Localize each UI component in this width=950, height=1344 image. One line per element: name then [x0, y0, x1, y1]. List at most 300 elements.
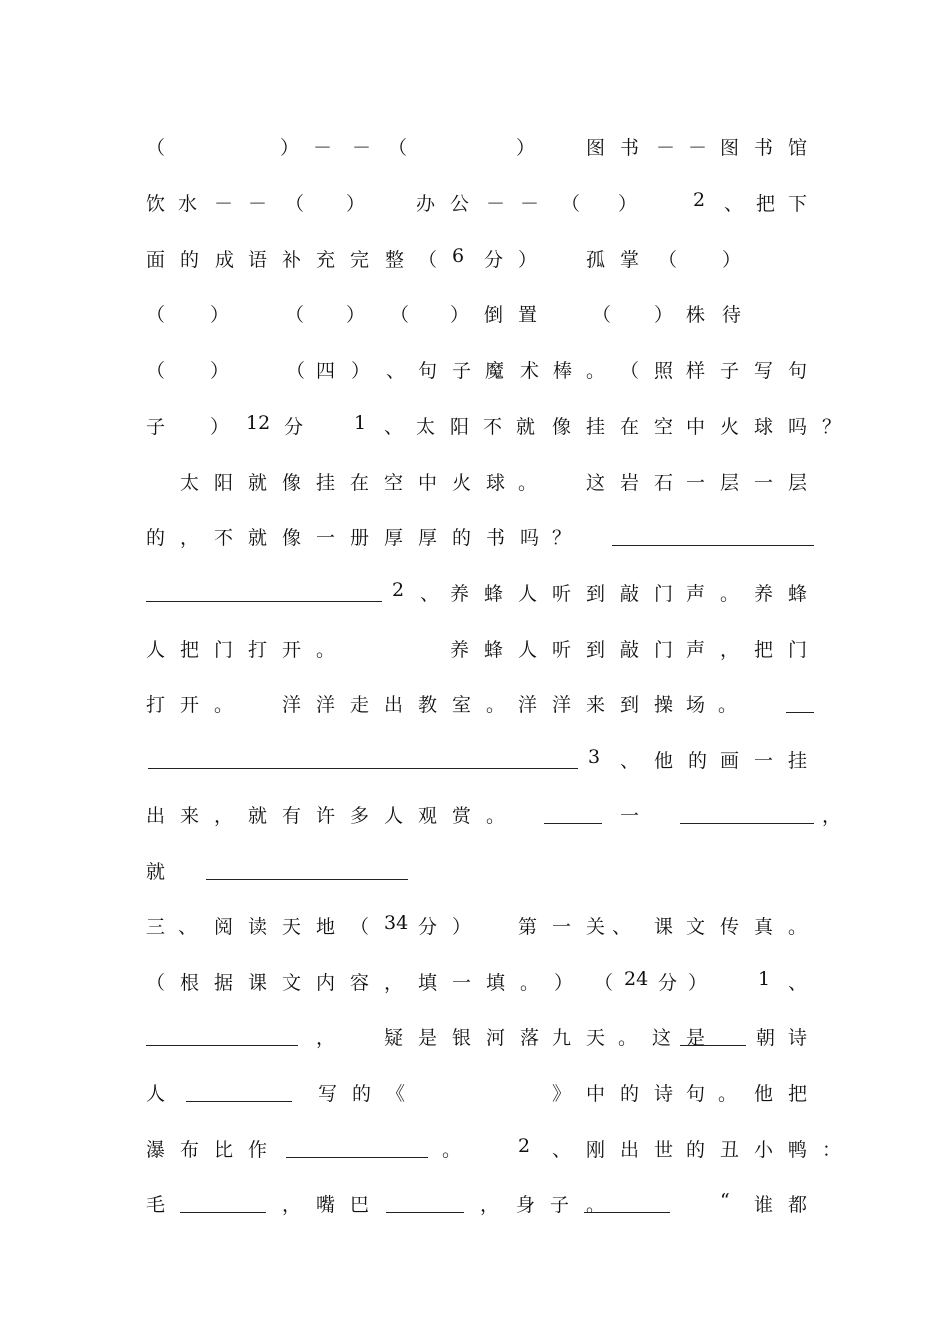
text-char: 真	[754, 916, 774, 938]
text-char: 。	[718, 694, 738, 716]
text-char: 填	[486, 972, 506, 994]
text-char: 巴	[350, 1194, 370, 1216]
text-char: 就	[516, 416, 536, 438]
text-char: 一	[620, 805, 640, 827]
text-char: 毛	[146, 1194, 166, 1216]
fill-in-blank[interactable]	[680, 823, 814, 824]
text-char: ，	[384, 972, 404, 994]
text-char: （	[146, 360, 166, 382]
text-char: （	[350, 916, 370, 938]
text-char: 。	[718, 1083, 738, 1105]
text-char: 赏	[452, 805, 472, 827]
text-char: 。	[520, 972, 540, 994]
text-char: 1	[354, 412, 367, 434]
text-char: ）	[210, 360, 230, 382]
text-line	[146, 635, 846, 671]
fill-in-blank[interactable]	[584, 1212, 670, 1213]
text-char: （	[658, 249, 678, 271]
text-line	[146, 912, 846, 948]
fill-in-blank[interactable]	[146, 1045, 298, 1046]
text-char: 不	[214, 527, 234, 549]
text-char: 子	[550, 1194, 570, 1216]
text-char: 34	[384, 912, 409, 934]
text-char: 的	[688, 750, 708, 772]
text-char: 一	[316, 527, 336, 549]
fill-in-blank[interactable]	[386, 1212, 464, 1213]
text-char: 世	[654, 1139, 674, 1161]
text-char: （	[146, 972, 166, 994]
text-char: 开	[180, 694, 200, 716]
text-char: 、	[420, 583, 440, 605]
text-char: （	[594, 972, 614, 994]
text-char: 。	[214, 694, 234, 716]
text-char: （	[390, 304, 410, 326]
text-char: 听	[552, 639, 572, 661]
text-char: ）	[280, 137, 300, 159]
text-char: ）	[722, 249, 742, 271]
text-char: 门	[788, 639, 808, 661]
text-char: 谁	[754, 1194, 774, 1216]
text-char: －	[656, 137, 676, 159]
text-char: 《	[386, 1083, 406, 1105]
text-char: 九	[552, 1027, 572, 1049]
text-char: 火	[452, 472, 472, 494]
text-char: 2	[518, 1135, 531, 1157]
text-char: 书	[620, 137, 640, 159]
text-char: 小	[754, 1139, 774, 1161]
text-char: 到	[620, 694, 640, 716]
text-char: 一	[686, 472, 706, 494]
text-char: 天	[282, 916, 302, 938]
text-char: 根	[180, 972, 200, 994]
text-char: 的	[620, 1083, 640, 1105]
text-line	[146, 245, 846, 281]
fill-in-blank[interactable]	[286, 1157, 428, 1158]
text-char: 的	[180, 249, 200, 271]
fill-in-blank[interactable]	[544, 823, 602, 824]
text-char: （	[620, 360, 640, 382]
text-line	[146, 857, 846, 893]
text-char: 挂	[788, 750, 808, 772]
fill-in-blank[interactable]	[786, 712, 814, 713]
text-char: 容	[350, 972, 370, 994]
text-char: 分	[418, 916, 438, 938]
text-char: 人	[518, 583, 538, 605]
text-char: ，	[214, 805, 234, 827]
text-char: 的	[452, 527, 472, 549]
text-char: ？	[822, 416, 842, 438]
text-char: ）	[346, 304, 366, 326]
text-char: 关	[586, 916, 606, 938]
text-char: 门	[654, 639, 674, 661]
text-line	[146, 1190, 846, 1226]
text-char: 蜂	[788, 583, 808, 605]
text-char: 四	[316, 360, 336, 382]
text-char: 比	[214, 1139, 234, 1161]
text-line	[146, 1135, 846, 1171]
text-char: 图	[720, 137, 740, 159]
text-char: 层	[720, 472, 740, 494]
text-char: 完	[350, 249, 370, 271]
text-char: 他	[754, 1083, 774, 1105]
text-char: 太	[180, 472, 200, 494]
text-char: 打	[248, 639, 268, 661]
text-char: ）	[346, 193, 366, 215]
text-char: 就	[248, 805, 268, 827]
text-char: （	[388, 137, 408, 159]
text-char: 、	[620, 750, 640, 772]
text-char: 到	[586, 583, 606, 605]
text-char: 操	[654, 694, 674, 716]
text-char: ？	[552, 527, 572, 549]
text-char: 就	[248, 472, 268, 494]
text-char: 听	[552, 583, 572, 605]
text-char: 身	[516, 1194, 536, 1216]
text-char: 写	[754, 360, 774, 382]
text-char: 在	[620, 416, 640, 438]
text-char: 分	[284, 416, 304, 438]
text-char: 课	[248, 972, 268, 994]
text-char: 倒	[484, 304, 504, 326]
text-char: 洋	[552, 694, 572, 716]
text-char: 这	[652, 1027, 672, 1049]
text-char: ）	[618, 193, 638, 215]
text-char: 置	[518, 304, 538, 326]
text-char: 书	[754, 137, 774, 159]
text-char: ：	[822, 1139, 842, 1161]
text-char: 据	[214, 972, 234, 994]
text-char: ，	[282, 1194, 302, 1216]
text-char: 在	[350, 472, 370, 494]
text-char: 文	[686, 916, 706, 938]
text-char: 石	[654, 472, 674, 494]
text-char: 像	[282, 527, 302, 549]
text-char: ）	[450, 304, 470, 326]
text-char: 室	[452, 694, 472, 716]
text-char: 、	[788, 972, 808, 994]
text-char: 一	[452, 972, 472, 994]
text-char: 像	[282, 472, 302, 494]
text-char: 、	[384, 416, 404, 438]
text-char: 。	[618, 1027, 638, 1049]
text-char: ，	[720, 639, 740, 661]
text-char: 子	[146, 416, 166, 438]
text-line	[146, 1079, 846, 1115]
text-char: －	[520, 193, 540, 215]
text-char: 洋	[518, 694, 538, 716]
text-char: 1	[758, 968, 771, 990]
text-char: 厚	[384, 527, 404, 549]
text-char: －	[214, 193, 234, 215]
text-char: －	[352, 137, 372, 159]
text-char: 到	[586, 639, 606, 661]
text-char: －	[313, 137, 333, 159]
text-char: 2	[693, 189, 706, 211]
text-char: 吗	[788, 416, 808, 438]
text-char: ，	[822, 805, 842, 827]
text-char: 声	[686, 639, 706, 661]
text-char: ，	[180, 527, 200, 549]
text-char: 。	[720, 583, 740, 605]
text-char: 疑	[384, 1027, 404, 1049]
text-char: 填	[418, 972, 438, 994]
text-char: 开	[282, 639, 302, 661]
text-char: 蜂	[484, 639, 504, 661]
text-line	[146, 746, 846, 782]
text-char: 句	[788, 360, 808, 382]
text-char: 敲	[620, 583, 640, 605]
text-char: 株	[686, 304, 706, 326]
text-char: （	[146, 304, 166, 326]
text-char: 球	[486, 472, 506, 494]
text-char: 6	[452, 245, 465, 267]
text-char: －	[486, 193, 506, 215]
text-char: 24	[624, 968, 649, 990]
text-char: 太	[416, 416, 436, 438]
text-char: 术	[520, 360, 540, 382]
text-char: 蜂	[484, 583, 504, 605]
text-line	[146, 300, 846, 336]
text-char: 的	[686, 1139, 706, 1161]
text-char: 诗	[654, 1083, 674, 1105]
text-char: 第	[518, 916, 538, 938]
text-char: 。	[518, 472, 538, 494]
text-char: 传	[720, 916, 740, 938]
text-char: （	[561, 193, 581, 215]
text-char: 嘴	[316, 1194, 336, 1216]
text-char: 他	[654, 750, 674, 772]
text-char: 人	[146, 1083, 166, 1105]
text-char: 岩	[620, 472, 640, 494]
text-char: 空	[384, 472, 404, 494]
text-char: 馆	[788, 137, 808, 159]
text-char: 分	[484, 249, 504, 271]
text-char: 吗	[520, 527, 540, 549]
text-char: 丑	[720, 1139, 740, 1161]
text-char: 走	[350, 694, 370, 716]
text-line	[146, 690, 846, 726]
text-char: 阅	[214, 916, 234, 938]
text-line	[146, 412, 846, 448]
text-char: 层	[788, 472, 808, 494]
text-char: 2	[392, 579, 405, 601]
text-char: 。	[486, 694, 506, 716]
text-char: ）	[210, 416, 230, 438]
text-char: 子	[720, 360, 740, 382]
text-char: 养	[754, 583, 774, 605]
text-line	[146, 968, 846, 1004]
text-char: 成	[215, 249, 235, 271]
text-char: 画	[720, 750, 740, 772]
text-char: 面	[146, 249, 166, 271]
text-char: 的	[352, 1083, 372, 1105]
text-char: ）	[351, 360, 371, 382]
text-char: ，	[480, 1194, 500, 1216]
text-char: 三	[146, 916, 166, 938]
text-char: 布	[180, 1139, 200, 1161]
text-char: 都	[788, 1194, 808, 1216]
text-char: 。	[586, 1194, 606, 1216]
text-char: 书	[486, 527, 506, 549]
text-char: 人	[146, 639, 166, 661]
fill-in-blank[interactable]	[186, 1101, 292, 1102]
text-char: 句	[418, 360, 438, 382]
text-char: 场	[686, 694, 706, 716]
text-char: 。	[442, 1139, 462, 1161]
text-char: ）	[654, 304, 674, 326]
text-line	[146, 468, 846, 504]
fill-in-blank[interactable]	[180, 1212, 266, 1213]
text-char: （	[146, 137, 166, 159]
text-char: 空	[654, 416, 674, 438]
text-char: 来	[586, 694, 606, 716]
text-char: 打	[146, 694, 166, 716]
text-char: 中	[686, 416, 706, 438]
text-char: 人	[518, 639, 538, 661]
text-char: 不	[483, 416, 503, 438]
text-line	[146, 523, 846, 559]
fill-in-blank[interactable]	[148, 768, 578, 769]
text-char: 教	[418, 694, 438, 716]
text-char: 有	[282, 805, 302, 827]
text-char: 下	[788, 193, 808, 215]
text-char: 写	[318, 1083, 338, 1105]
text-char: 作	[248, 1139, 268, 1161]
text-char: 水	[178, 193, 198, 215]
text-char: 观	[418, 805, 438, 827]
text-char: 内	[316, 972, 336, 994]
text-char: 是	[686, 1027, 706, 1049]
text-char: ）	[518, 249, 538, 271]
text-char: ）	[554, 972, 574, 994]
text-char: 来	[180, 805, 200, 827]
text-char: 掌	[620, 249, 640, 271]
text-char: ）	[452, 916, 472, 938]
text-char: 、	[612, 916, 632, 938]
text-char: ）	[210, 304, 230, 326]
text-char: 、	[178, 916, 198, 938]
text-char: 孤	[586, 249, 606, 271]
text-char: 补	[282, 249, 302, 271]
text-char: 》	[552, 1083, 572, 1105]
fill-in-blank[interactable]	[680, 1045, 746, 1046]
text-char: 照	[654, 360, 674, 382]
text-char: （	[285, 304, 305, 326]
text-char: （	[592, 304, 612, 326]
text-char: 厚	[418, 527, 438, 549]
text-char: 诗	[788, 1027, 808, 1049]
text-char: 阳	[450, 416, 470, 438]
text-line	[146, 356, 846, 392]
text-line	[146, 133, 846, 169]
text-char: 子	[452, 360, 472, 382]
fill-in-blank[interactable]	[612, 545, 814, 546]
text-char: 门	[654, 583, 674, 605]
text-line	[146, 189, 846, 225]
text-char: 养	[450, 639, 470, 661]
text-char: 出	[146, 805, 166, 827]
text-char: 洋	[282, 694, 302, 716]
text-char: 挂	[316, 472, 336, 494]
text-char: 。	[486, 805, 506, 827]
text-char: 语	[248, 249, 268, 271]
text-char: 。	[788, 916, 808, 938]
text-char: 把	[756, 193, 776, 215]
text-char: 多	[350, 805, 370, 827]
text-char: 册	[350, 527, 370, 549]
text-char: 这	[586, 472, 606, 494]
text-char: 样	[686, 360, 706, 382]
text-char: 地	[316, 916, 336, 938]
text-char: 一	[754, 472, 774, 494]
text-char: 出	[384, 694, 404, 716]
text-char: 刚	[586, 1139, 606, 1161]
text-char: 挂	[586, 416, 606, 438]
text-line	[146, 1023, 846, 1059]
text-char: 是	[418, 1027, 438, 1049]
text-char: 饮	[146, 193, 166, 215]
text-char: －	[688, 137, 708, 159]
text-char: 像	[552, 416, 572, 438]
text-char: 课	[654, 916, 674, 938]
text-char: 银	[452, 1027, 472, 1049]
text-char: 。	[586, 360, 606, 382]
text-char: 12	[246, 412, 271, 434]
text-char: 火	[720, 416, 740, 438]
text-char: 门	[214, 639, 234, 661]
text-line	[146, 801, 846, 837]
text-char: 洋	[316, 694, 336, 716]
text-char: 分	[658, 972, 678, 994]
text-line	[146, 579, 846, 615]
text-char: 出	[620, 1139, 640, 1161]
text-char: 整	[385, 249, 405, 271]
text-char: 图	[586, 137, 606, 159]
text-char: ）	[516, 137, 536, 159]
text-char: 落	[520, 1027, 540, 1049]
text-char: 许	[316, 805, 336, 827]
text-char: 就	[248, 527, 268, 549]
text-char: 瀑	[146, 1139, 166, 1161]
text-char: 养	[450, 583, 470, 605]
text-char: 待	[722, 304, 742, 326]
text-char: （	[418, 249, 438, 271]
text-char: （	[285, 193, 305, 215]
text-char: 、	[552, 1139, 572, 1161]
text-char: 河	[486, 1027, 506, 1049]
text-char: 魔	[485, 360, 505, 382]
text-char: 人	[384, 805, 404, 827]
fill-in-blank[interactable]	[146, 601, 382, 602]
text-char: 、	[724, 193, 744, 215]
text-char: 一	[754, 750, 774, 772]
text-char: 读	[248, 916, 268, 938]
text-char: 中	[586, 1083, 606, 1105]
text-char: 把	[788, 1083, 808, 1105]
text-char: 充	[316, 249, 336, 271]
text-char: 棒	[553, 360, 573, 382]
text-char: 的	[146, 527, 166, 549]
text-char: ，	[316, 1027, 336, 1049]
fill-in-blank[interactable]	[206, 879, 408, 880]
text-char: 球	[754, 416, 774, 438]
text-char: 办	[416, 193, 436, 215]
text-char: 中	[418, 472, 438, 494]
text-char: ）	[688, 972, 708, 994]
text-char: 声	[686, 583, 706, 605]
text-char: 把	[754, 639, 774, 661]
text-char: 3	[588, 746, 601, 768]
